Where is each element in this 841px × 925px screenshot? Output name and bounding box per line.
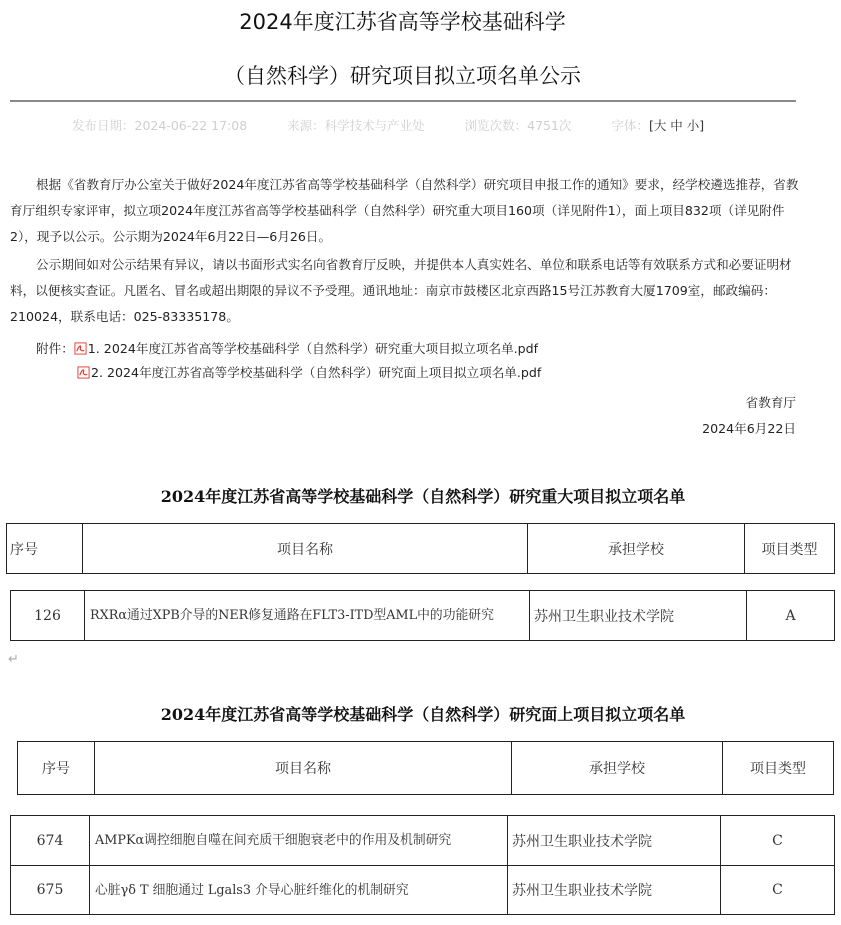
pdf-icon	[74, 342, 87, 355]
attachment-row-1	[36, 338, 538, 357]
column-header-name: 项目名称	[95, 742, 512, 795]
attachment-row-2	[77, 362, 541, 381]
major-table-header	[6, 523, 835, 574]
row-no: 126	[11, 591, 85, 641]
row-no: 675	[11, 866, 90, 915]
publish-date: 发布日期：2024-06-22 17:08	[72, 118, 248, 133]
general-table-header	[17, 741, 834, 795]
page-title-line-2: （自然科学）研究项目拟立项名单公示	[224, 64, 581, 88]
attachment-link-1[interactable]: 1. 2024年度江苏省高等学校基础科学（自然科学）研究重大项目拟立项名单.pdf	[87, 341, 539, 356]
row-project-name: 心脏γδ T 细胞通过 Lgals3 介导心脏纤维化的机制研究	[90, 866, 508, 915]
pdf-icon	[77, 366, 90, 379]
row-school: 苏州卫生职业技术学院	[508, 866, 721, 915]
column-header-type: 项目类型	[723, 742, 834, 795]
general-table-body	[10, 815, 835, 915]
source: 来源：科学技术与产业处	[287, 118, 425, 133]
row-school: 苏州卫生职业技术学院	[530, 591, 747, 641]
attachment-link-2[interactable]: 2. 2024年度江苏省高等学校基础科学（自然科学）研究面上项目拟立项名单.pdf	[91, 365, 542, 380]
major-list-title: 2024年度江苏省高等学校基础科学（自然科学）研究重大项目拟立项名单	[160, 487, 686, 506]
general-list-title: 2024年度江苏省高等学校基础科学（自然科学）研究面上项目拟立项名单	[160, 705, 686, 724]
column-header-school: 承担学校	[528, 524, 745, 574]
column-header-school: 承担学校	[512, 742, 723, 795]
body-paragraph-1	[10, 172, 800, 250]
font-size-label: 字体：	[611, 118, 649, 133]
row-school: 苏州卫生职业技术学院	[508, 816, 721, 866]
row-project-name: AMPKα调控细胞自噬在间充质干细胞衰老中的作用及机制研究	[90, 816, 508, 866]
paragraph-1-text: 根据《省教育厅办公室关于做好2024年度江苏省高等学校基础科学（自然科学）研究项目申报工作的通知》要求，经学校遴选推荐，省教育厅组织专家评审，拟立项2024年度江苏省高等学校基础科学（自然科学）研究重大项目160项（详见附件1），面上项目832项（详见附件2），现予以公示。公示期为2024年6月22日—6月26日。	[10, 177, 799, 244]
font-size-selector[interactable]: [大 中 小]	[648, 118, 705, 133]
column-header-no: 序号	[7, 524, 83, 574]
major-table-body	[10, 590, 835, 641]
paragraph-2-text: 公示期间如对公示结果有异议，请以书面形式实名向省教育厅反映，并提供本人真实姓名、单位和联系电话等有效联系方式和必要证明材料，以便核实查证。凡匿名、冒名或超出期限的异议不予受理。通讯地址：南京市鼓楼区北京西路15号江苏教育大厦1709室，邮政编码：210024，联系电话：025-83335178。	[10, 257, 792, 324]
attachment-label: 附件：	[36, 341, 74, 356]
view-count: 浏览次数：4751次	[464, 118, 572, 133]
table-row	[11, 591, 835, 641]
page-title-line-1: 2024年度江苏省高等学校基础科学	[239, 10, 566, 34]
signature: 省教育厅	[745, 395, 796, 410]
return-mark: ↵	[8, 652, 19, 667]
body-paragraph-2	[10, 252, 800, 330]
row-no: 674	[11, 816, 90, 866]
column-header-name: 项目名称	[83, 524, 528, 574]
row-type: C	[721, 816, 835, 866]
row-project-name: RXRα通过XPB介导的NER修复通路在FLT3-ITD型AML中的功能研究	[85, 591, 530, 641]
table-row	[11, 816, 835, 866]
row-type: A	[747, 591, 835, 641]
sign-date: 2024年6月22日	[702, 421, 796, 436]
article-meta	[72, 116, 740, 134]
table-row	[11, 866, 835, 915]
column-header-type: 项目类型	[745, 524, 835, 574]
column-header-no: 序号	[18, 742, 95, 795]
row-type: C	[721, 866, 835, 915]
title-divider	[10, 100, 796, 102]
